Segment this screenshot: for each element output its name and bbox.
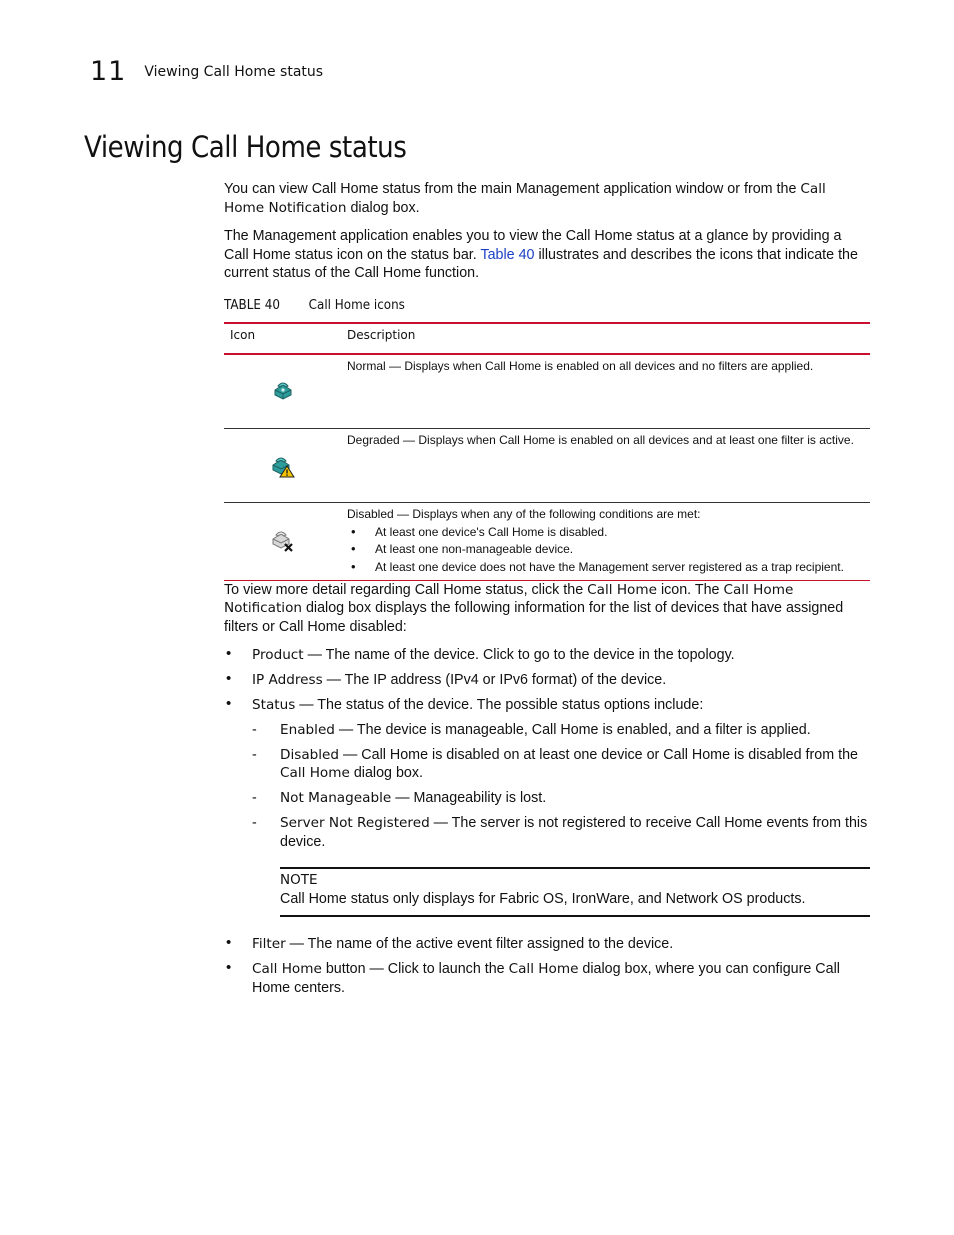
text-run: To view more detail regarding Call Home status, click the	[224, 581, 588, 598]
page-header	[90, 56, 323, 87]
ui-term: Call Home Notification	[224, 581, 794, 617]
field-text: — The IP address (IPv4 or IPv6 format) of the device.	[322, 672, 667, 689]
table-40-link[interactable]: Table 40	[480, 246, 535, 263]
field-term: Status	[252, 697, 296, 714]
option-text: — Call Home is disabled on at least one device or Call Home is disabled from the	[339, 746, 858, 763]
table-label: TABLE 40	[224, 297, 281, 313]
detail-paragraph	[224, 581, 870, 637]
option-term: Not Manageable	[280, 790, 392, 807]
list-item-call-home-button	[224, 960, 870, 997]
note-heading: NOTE	[280, 872, 318, 889]
column-header-icon: Icon	[224, 323, 341, 354]
option-term: Disabled	[280, 746, 340, 763]
status-option	[252, 814, 870, 851]
field-text: button — Click to launch the	[321, 961, 509, 978]
chapter-number: 11	[90, 56, 127, 87]
text-run: The Management application enables you to view the Call Home status at a glance by providing a Call Home status icon on the status bar.	[224, 228, 842, 263]
table-row	[224, 502, 870, 580]
option-text: — The device is manageable, Call Home is enabled, and a filter is applied.	[334, 721, 811, 738]
status-options-list	[252, 721, 870, 851]
icon-cell	[224, 428, 341, 502]
bullet-icon: •	[226, 670, 232, 688]
dash-icon: -	[252, 814, 257, 831]
table-caption	[224, 297, 818, 316]
page-title: Viewing Call Home status	[84, 130, 407, 164]
description-cell: Normal — Displays when Call Home is enabled on all devices and no filters are applied.	[341, 354, 870, 429]
list-item: • At least one device does not have the Management server registered as a trap recipient.	[347, 559, 864, 577]
text-run: dialog box.	[346, 199, 420, 216]
field-text: — The name of the active event filter assigned to the device.	[285, 936, 674, 953]
running-title: Viewing Call Home status	[144, 64, 324, 80]
call-home-normal-icon	[272, 378, 294, 404]
text-run: You can view Call Home status from the main Management application window or from the	[224, 181, 801, 197]
call-home-disabled-icon	[271, 528, 295, 556]
status-option	[252, 746, 870, 783]
list-item-filter	[224, 935, 870, 954]
status-option	[252, 721, 870, 740]
field-term: Call Home	[252, 961, 322, 978]
column-header-description: Description	[341, 323, 870, 354]
intro-paragraph-2	[224, 227, 870, 283]
description-cell: Degraded — Displays when Call Home is enabled on all devices and at least one filter is active.	[341, 428, 870, 502]
description-cell	[341, 502, 870, 580]
dash-icon: -	[252, 721, 257, 738]
icon-cell	[224, 354, 341, 429]
intro-paragraph-1	[224, 180, 870, 217]
option-text: — Manageability is lost.	[391, 790, 547, 807]
option-text: — The server is not registered to receive Call Home events from this device.	[280, 814, 868, 850]
table-row	[224, 428, 870, 502]
ui-term: Call Home	[587, 581, 657, 598]
text-run: illustrates and describes the icons that indicate the current status of the Call Home function.	[224, 246, 858, 282]
bullet-icon: •	[226, 934, 232, 952]
bullet-icon: •	[226, 645, 232, 663]
text-run: icon. The	[656, 581, 724, 598]
status-option	[252, 789, 870, 808]
table-title: Call Home icons	[308, 297, 405, 313]
option-text: dialog box.	[349, 765, 423, 782]
note-text: Call Home status only displays for Fabric OS, IronWare, and Network OS products.	[280, 890, 806, 907]
note-box	[280, 867, 870, 917]
dash-icon: -	[252, 790, 257, 807]
option-term: Enabled	[280, 721, 335, 738]
field-text: dialog box, where you can configure Call Home centers.	[252, 961, 840, 996]
field-term: Call Home	[508, 961, 579, 978]
list-item: • At least one device's Call Home is disabled.	[347, 524, 864, 542]
field-term: Product	[252, 647, 304, 664]
icon-cell	[224, 502, 341, 580]
dash-icon: -	[252, 746, 257, 763]
description-text: Disabled — Displays when any of the following conditions are met:	[347, 506, 701, 521]
table-header-row	[224, 323, 870, 354]
text-run: dialog box displays the following information for the list of devices that have assigned filters or Call Home disabled:	[224, 600, 844, 635]
field-term: Filter	[252, 936, 286, 953]
call-home-icons-table	[224, 322, 870, 581]
list-item-ip-address	[224, 671, 870, 690]
call-home-degraded-icon	[271, 454, 295, 482]
list-item-status	[224, 696, 870, 917]
table-row	[224, 354, 870, 429]
field-list	[224, 646, 870, 997]
condition-list	[347, 524, 864, 577]
option-term: Call Home	[280, 765, 350, 782]
bullet-icon: •	[226, 959, 232, 977]
field-text: — The status of the device. The possible status options include:	[295, 697, 704, 714]
field-term: IP Address	[252, 672, 323, 689]
dialog-name: Call Home Notification	[224, 181, 826, 216]
field-text: — The name of the device. Click to go to the device in the topology.	[303, 647, 735, 664]
bullet-icon: •	[226, 695, 232, 713]
list-item-product	[224, 646, 870, 665]
list-item: • At least one non-manageable device.	[347, 541, 864, 559]
main-content	[224, 180, 870, 1004]
option-term: Server Not Registered	[280, 814, 430, 831]
